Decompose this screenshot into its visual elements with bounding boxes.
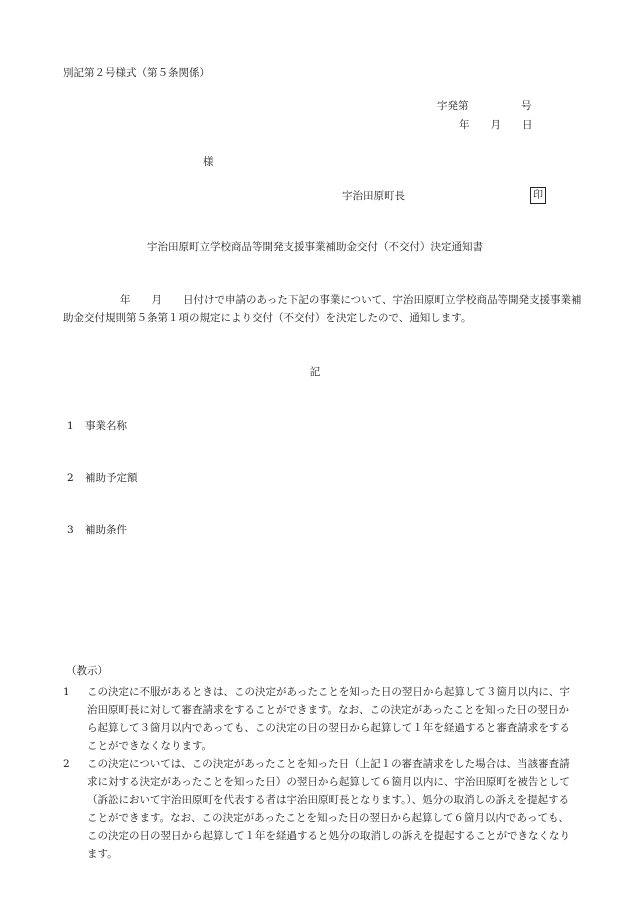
document-number: 宇発第 号 (437, 100, 532, 112)
item-label: 補助予定額 (85, 472, 138, 484)
item-number: 1 (67, 420, 74, 432)
ki-label: 記 (309, 366, 321, 378)
issuer-name: 宇治田原町長 (342, 190, 405, 202)
body-paragraph (63, 292, 583, 327)
seal-stamp: 印 (530, 187, 546, 204)
notice-item (63, 755, 578, 863)
issue-date: 年 月 日 (459, 119, 533, 131)
list-item (67, 419, 127, 433)
form-label: 別記第２号様式（第５条関係） (63, 67, 210, 79)
notice-heading: （教示） (66, 665, 108, 677)
document-title: 宇治田原町立学校商品等開発支援事業補助金交付（不交付）決定通知書 (147, 241, 483, 253)
item-label: 補助条件 (85, 524, 127, 536)
item-label: 事業名称 (85, 420, 127, 432)
body-text: 年 月 日付けで申請のあった下記の事業について、宇治田原町立学校商品等開発支援事業補助金交付規則第５条第１項の規定により交付（不交付）を決定したので、通知します。 (63, 294, 582, 324)
item-number: 2 (67, 472, 74, 484)
list-item (67, 523, 127, 537)
notice-number: 2 (63, 758, 70, 770)
notice-item (63, 683, 578, 755)
list-item (67, 471, 138, 485)
recipient-honorific: 様 (203, 156, 214, 168)
notice-text: この決定については、この決定があったことを知った日（上記１の審査請求をした場合は、当該審査請求に対する決定があったことを知った日）の翌日から起算して６箇月以内に、宇治田原町を被告として（訴訟において宇治田原町を代表する者は宇治田原町長となります。）、処分の取消しの訴えを提起することができます。なお、この決定があったことを知った日の翌日から起算して６箇月以内であっても、この決定の日の翌日から起算して１年を経過すると処分の取消しの訴えを提起することができなくなります。 (87, 758, 570, 860)
notice-text: この決定に不服があるときは、この決定があったことを知った日の翌日から起算して３箇月以内に、宇治田原町長に対して審査請求をすることができます。なお、この決定があったことを知った日の翌日から起算して３箇月以内であっても、この決定の日の翌日から起算して１年を経過すると審査請求をすることができなくなります。 (87, 686, 570, 752)
notice-number: 1 (63, 686, 70, 698)
item-number: 3 (67, 524, 74, 536)
